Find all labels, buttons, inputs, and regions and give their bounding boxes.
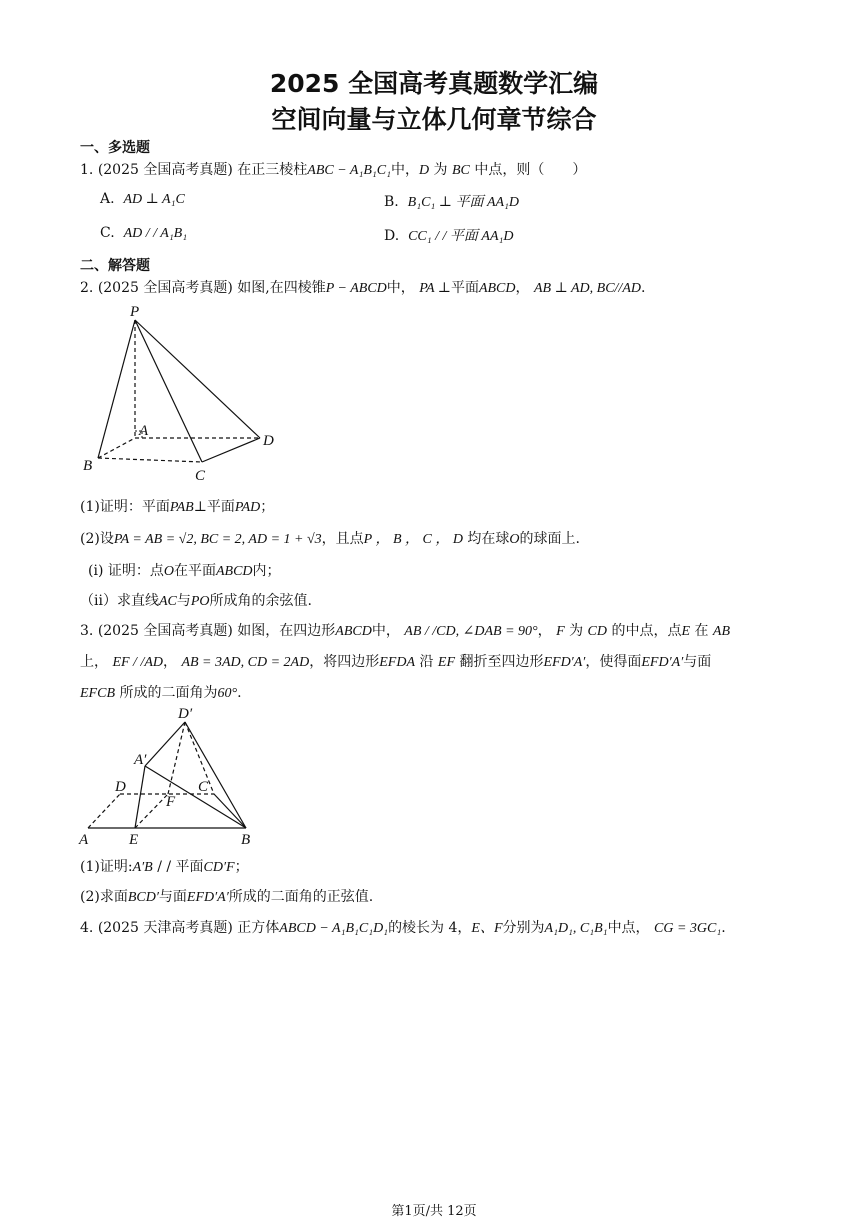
edge-pc [135,320,202,462]
edge-d-b [185,722,246,828]
page-title: 2025 全国高考真题数学汇编 [269,69,599,98]
edge-pb [98,320,135,458]
label-f: F [166,794,176,810]
question-2-stem: 2. (2025 全国高考真题) 如图,在四棱锥P − ABCD中， PA ⊥平面ABCD， AB ⊥ AD, BC//AD. [80,280,646,296]
label-b: B [241,832,251,848]
edge-bc [98,458,202,462]
label-d: D [115,779,126,795]
page-subtitle: 空间向量与立体几何章节综合 [271,105,597,134]
q1-option-c: C. AD / / A₁B₁ [100,225,188,241]
question-3-stem-line2: 上， EF / /AD， AB = 3AD, CD = 2AD，将四边形EFDA 沿 EF 翻折至四边形EFD′A′，使得面EFD′A′与面 [80,654,712,670]
page-number: 第1页/共 12页 [391,1204,477,1219]
edge-d-f [168,722,185,794]
label-a-prime: A′ [134,752,147,768]
label-d-prime: D′ [178,706,193,722]
q2-part-2-i: (i) 证明：点O在平面ABCD内； [88,563,281,579]
label-a: A [79,832,89,848]
question-3-stem-line3: EFCB 所成的二面角为60°. [80,685,242,701]
fold-figure [78,704,268,849]
edge-ea [135,766,145,828]
q1-option-d: D. CC₁ / / 平面 AA₁D [384,228,514,244]
edge-ad-prime [145,722,185,766]
label-a: A [139,423,149,439]
edge-pd [135,320,260,438]
label-c: C [198,779,209,795]
label-c: C [195,468,206,484]
q2-part-2-ii: （ⅱ）求直线AC与PO所成角的余弦值. [80,593,312,609]
label-p: P [130,304,140,320]
edge-ad [88,794,120,828]
q2-part-1: (1)证明：平面PAB⊥平面PAD； [80,499,275,515]
q3-part-1: (1)证明:A′B / / 平面CD′F； [80,859,249,875]
section-heading-solution: 二、解答题 [80,258,150,274]
question-3-stem-line1: 3. (2025 全国高考真题) 如图，在四边形ABCD中， AB / /CD, ∠DAB = 90°， F 为 CD 的中点，点E 在 AB [80,623,731,639]
q1-option-b: B. B₁C₁ ⊥ 平面 AA₁D [384,194,520,210]
q3-part-2: (2)求面BCD′与面EFD′A′所成的二面角的正弦值. [80,889,374,905]
label-d: D [263,433,274,449]
q2-part-2: (2)设PA = AB = √2, BC = 2, AD = 1 + √3，且点P ， B ， C ， D 均在球O的球面上. [80,531,580,547]
edge-ab [98,438,135,458]
question-4-stem: 4. (2025 天津高考真题) 正方体ABCD − A₁B₁C₁D₁的棱长为 4，E、F分别为A₁D₁, C₁B₁中点， CG = 3GC₁. [80,920,726,936]
section-heading-multiple-choice: 一、多选题 [80,140,150,156]
edge-cd [202,438,260,462]
label-b: B [83,458,93,474]
edge-a-b [145,766,246,828]
pyramid-figure [80,300,290,485]
question-1-stem: 1. (2025 全国高考真题) 在正三棱柱ABC − A₁B₁C₁中，D 为 BC 中点，则（ ） [80,162,587,178]
label-e: E [129,832,139,848]
q1-option-a: A. AD ⊥ A₁C [100,191,185,207]
